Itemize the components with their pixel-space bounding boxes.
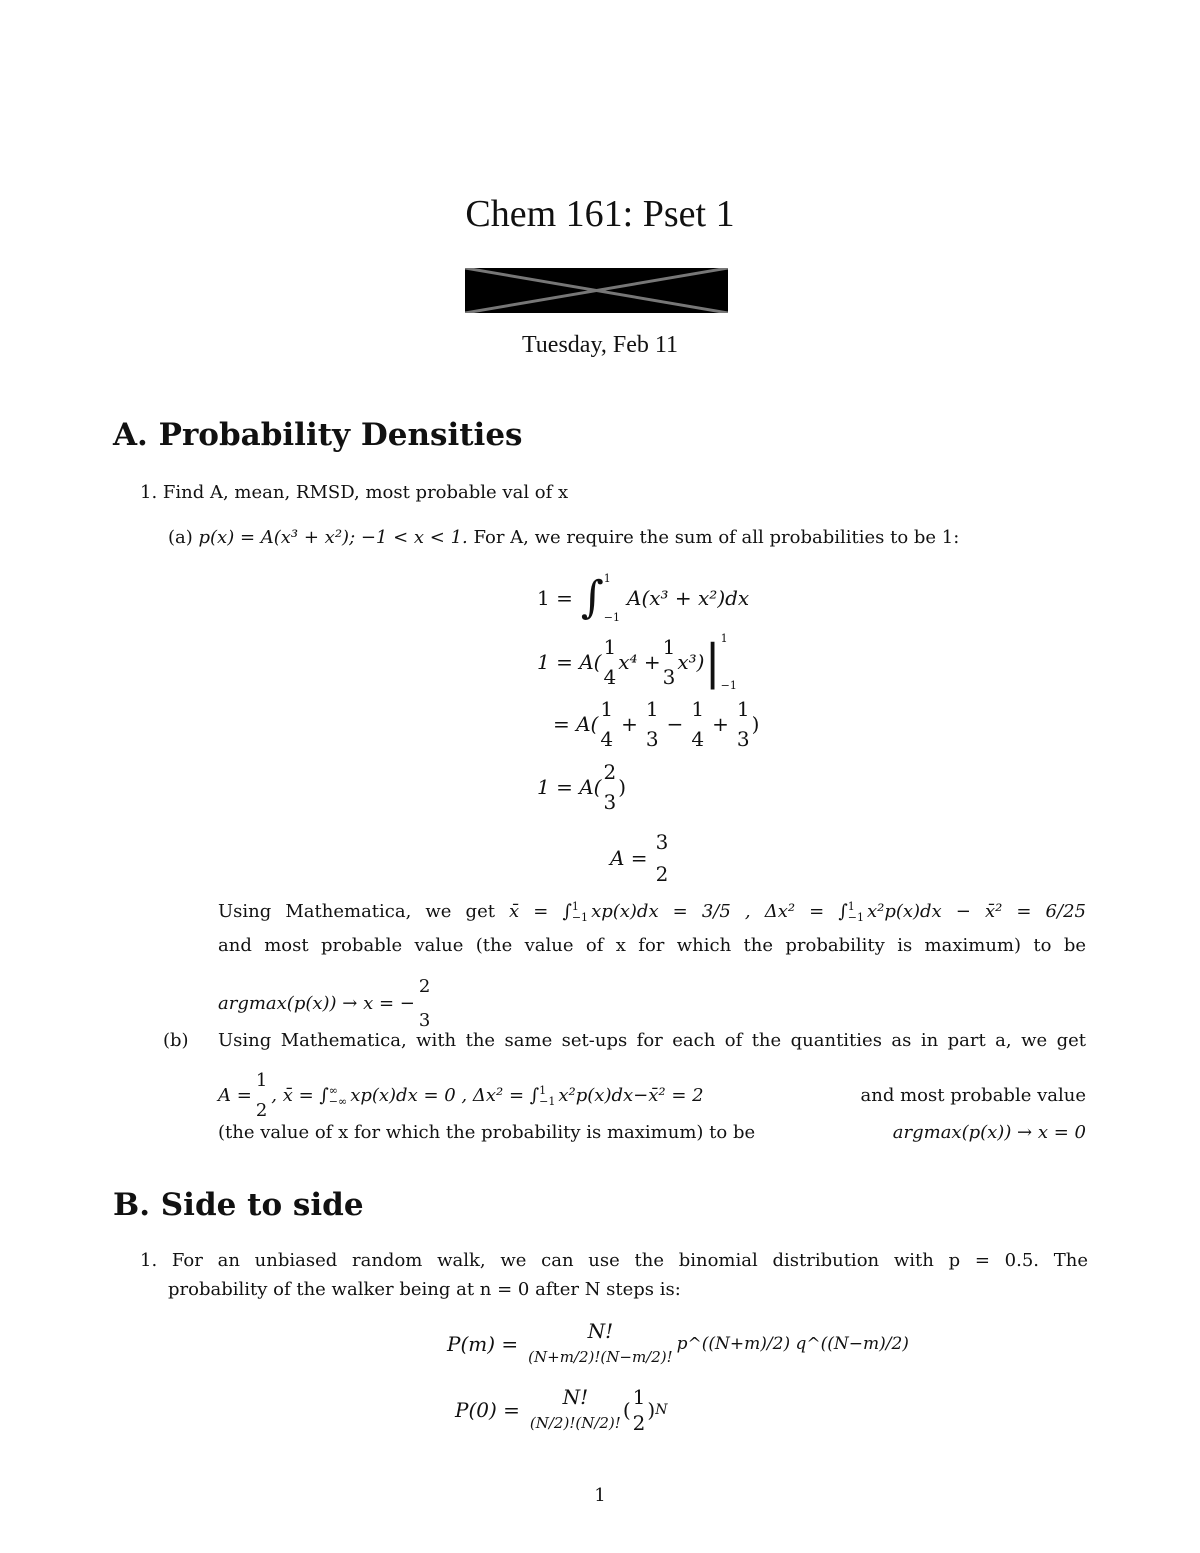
section-a-heading: A. Probability Densities: [113, 417, 523, 453]
numerator: 2: [418, 976, 431, 997]
operator: −: [666, 712, 684, 736]
redacted-author-box: [465, 268, 728, 313]
denominator: (N/2)!(N/2)!: [529, 1414, 621, 1432]
operator: +: [621, 712, 638, 736]
eq2-upper: 1: [720, 632, 728, 645]
page-number: 1: [594, 1485, 606, 1506]
denominator: 3: [736, 727, 750, 751]
part-b-results: A = 1 2 , x̄ = ∫ ∞ −∞ xp(x)dx = 0 , Δx² = ∫ 1 −1 x²p(x)dx−x̄² = 2 and most probable value: [218, 1066, 1086, 1126]
text: and most probable value: [860, 1085, 1086, 1106]
evaluation-bar: |: [704, 634, 721, 690]
p0-equation: P(0) = N! (N/2)!(N/2)! ( 1 2 ) N: [455, 1385, 668, 1435]
variance-label: Δx² =: [764, 901, 825, 922]
section-b-heading: B. Side to side: [113, 1187, 364, 1223]
integral-sign: ∫: [580, 572, 604, 623]
eq1-lower: −1: [603, 610, 620, 624]
part-a-argmax: [218, 970, 432, 1038]
equation-5: [610, 826, 670, 890]
denominator: 4: [691, 727, 705, 751]
mean-expression: xp(x)dx = 3/5 ,: [591, 901, 751, 922]
eq4-lhs: 1 = A(: [537, 775, 602, 799]
denominator: (N+m/2)!(N−m/2)!: [528, 1348, 673, 1366]
equation-2: [537, 632, 740, 692]
probability-terms: p^((N+m)/2) q^((N−m)/2): [676, 1334, 909, 1354]
p0-lhs: P(0) =: [455, 1398, 520, 1422]
numerator: 3: [655, 830, 669, 854]
upper-limit: 1: [571, 900, 579, 913]
numerator: 1: [736, 697, 750, 721]
numerator: N!: [587, 1319, 614, 1343]
xbar-label: x̄ =: [509, 901, 549, 922]
part-a-math: p(x) = A(x³ + x²); −1 < x < 1.: [198, 527, 468, 548]
part-a-result-line-1: Using Mathematica, we get x̄ = ∫ 1 −1 xp(x)dx = 3/5 , Δx² = ∫ 1 −1 x²p(x)dx − x̄² = 6/25: [218, 900, 1086, 924]
denominator: 3: [418, 1010, 431, 1031]
mean-expression: xp(x)dx = 0 , Δx² =: [350, 1085, 525, 1106]
argmax-expression: argmax(p(x)) → x = 0: [892, 1122, 1086, 1143]
equation-3: [553, 694, 759, 754]
operator: +: [712, 712, 729, 736]
eq2-lower: −1: [720, 679, 737, 692]
xbar-label: , x̄ =: [271, 1085, 314, 1106]
denominator: 2: [655, 862, 669, 886]
lower-limit: −1: [571, 911, 589, 924]
exponent: N: [655, 1402, 668, 1418]
text: (the value of x for which the probability is maximum) to be: [218, 1122, 756, 1143]
denominator: 3: [662, 665, 676, 689]
eq2-limits: [721, 633, 737, 691]
numerator: 1: [600, 697, 614, 721]
equation-1: [537, 572, 749, 623]
denominator: 3: [645, 727, 659, 751]
part-a-label: (a): [168, 527, 193, 548]
eq1-limits: [604, 573, 620, 623]
eq5-lhs: A =: [610, 846, 648, 870]
eq1-rhs: A(x³ + x²)dx: [627, 585, 750, 610]
variance-expression: x²p(x)dx−x̄² = 2: [558, 1085, 704, 1106]
numerator: 1: [662, 635, 676, 659]
eq2-lhs: 1 = A(: [537, 650, 602, 674]
lower-limit: −∞: [328, 1095, 348, 1108]
upper-limit: 1: [847, 900, 855, 913]
variance-expression: x²p(x)dx − x̄² = 6/25: [866, 901, 1086, 922]
part-a-intro: [168, 526, 959, 550]
redaction-x-mark: [465, 268, 728, 313]
denominator: 2: [632, 1411, 646, 1435]
binomial-equation: [447, 1318, 909, 1370]
pm-lhs: P(m) =: [447, 1332, 519, 1356]
upper-limit: 1: [539, 1084, 547, 1097]
numerator: 1: [632, 1385, 646, 1409]
part-b-last-line: [218, 1121, 1086, 1145]
numerator: 1: [691, 697, 705, 721]
section-b-q1-line-2: probability of the walker being at n = 0 after N steps is:: [168, 1279, 681, 1300]
eq2-term: x⁴ +: [618, 650, 661, 674]
eq1-lhs: 1 =: [537, 585, 573, 610]
numerator: 1: [603, 635, 617, 659]
part-a-text: For A, we require the sum of all probabilities to be 1:: [473, 527, 960, 548]
numerator: 2: [603, 760, 617, 784]
part-b-text: Using Mathematica, with the same set-ups for each of the quantities as in part a, we get: [218, 1030, 1086, 1051]
numerator: 1: [255, 1070, 268, 1091]
question-1: 1. Find A, mean, RMSD, most probable val of x: [140, 482, 569, 503]
upper-limit: ∞: [328, 1084, 338, 1097]
part-b-label: (b): [163, 1030, 189, 1051]
eq1-upper: 1: [603, 571, 611, 585]
close-paren: ): [618, 775, 626, 799]
eq3-lhs: = A(: [553, 712, 599, 736]
lower-limit: −1: [847, 911, 864, 924]
text: Using Mathematica, we get: [218, 901, 495, 922]
document-date: Tuesday, Feb 11: [521, 332, 678, 358]
eq2-term: x³): [677, 650, 705, 674]
denominator: 4: [603, 665, 617, 689]
numerator: 1: [645, 697, 659, 721]
close-paren: ): [751, 712, 760, 736]
A-label: A =: [218, 1085, 252, 1106]
denominator: 2: [255, 1100, 268, 1121]
denominator: 4: [600, 727, 614, 751]
denominator: 3: [603, 790, 617, 814]
argmax-expression: argmax(p(x)) → x = −: [218, 993, 415, 1014]
section-b-q1-line-1: 1. For an unbiased random walk, we can use the binomial distribution with p = 0.5. The: [140, 1250, 1088, 1271]
numerator: N!: [562, 1385, 589, 1409]
document-title: Chem 161: Pset 1: [465, 193, 735, 235]
lower-limit: −1: [539, 1095, 556, 1108]
part-a-result-line-2: and most probable value (the value of x for which the probability is maximum) to be: [218, 935, 1086, 956]
equation-4: [537, 757, 626, 817]
